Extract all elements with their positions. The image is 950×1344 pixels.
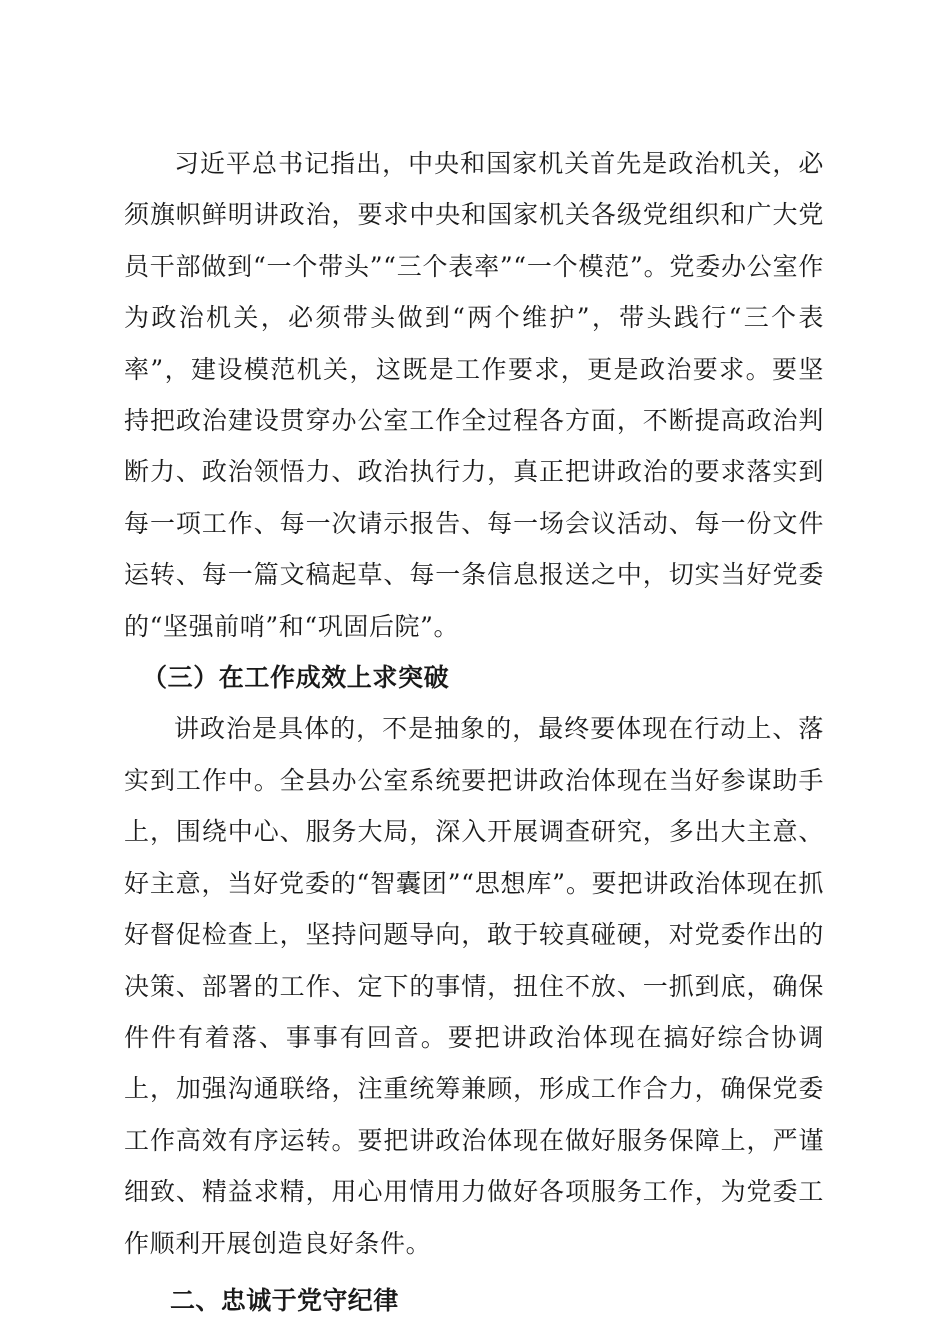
paragraph-practical-politics: 讲政治是具体的，不是抽象的，最终要体现在行动上、落实到工作中。全县办公室系统要把讲政治体现在当好参谋助手上，围绕中心、服务大局，深入开展调查研究，多出大主意、好主意，当好党委的“智囊团”“思想库”。要把讲政治体现在抓好督促检查上，坚持问题导向，敢于较真碰硬，对党委作出的决策、部署的工作、定下的事情，扭住不放、一抓到底，确保件件有着落、事事有回音。要把讲政治体现在搞好综合协调上，加强沟通联络，注重统筹兼顾，形成工作合力，确保党委工作高效有序运转。要把讲政治体现在做好服务保障上，严谨细致、精益求精，用心用情用力做好各项服务工作，为党委工作顺利开展创造良好条件。 xyxy=(124,714,824,1258)
section-heading-loyalty-discipline: 二、忠诚于党守纪律 xyxy=(170,1285,399,1315)
subheading-work-results: （三）在工作成效上求突破 xyxy=(142,663,450,693)
paragraph-political-organ: 习近平总书记指出，中央和国家机关首先是政治机关，必须旗帜鲜明讲政治，要求中央和国家机关各级党组织和广大党员干部做到“一个带头”“三个表率”“一个模范”。党委办公室作为政治机关，必须带头做到“两个维护”，带头践行“三个表率”，建设模范机关，这既是工作要求，更是政治要求。要坚持把政治建设贯穿办公室工作全过程各方面，不断提高政治判断力、政治领悟力、政治执行力，真正把讲政治的要求落实到每一项工作、每一次请示报告、每一场会议活动、每一份文件运转、每一篇文稿起草、每一条信息报送之中，切实当好党委的“坚强前哨”和“巩固后院”。 xyxy=(124,149,824,641)
document-body xyxy=(124,138,824,1326)
